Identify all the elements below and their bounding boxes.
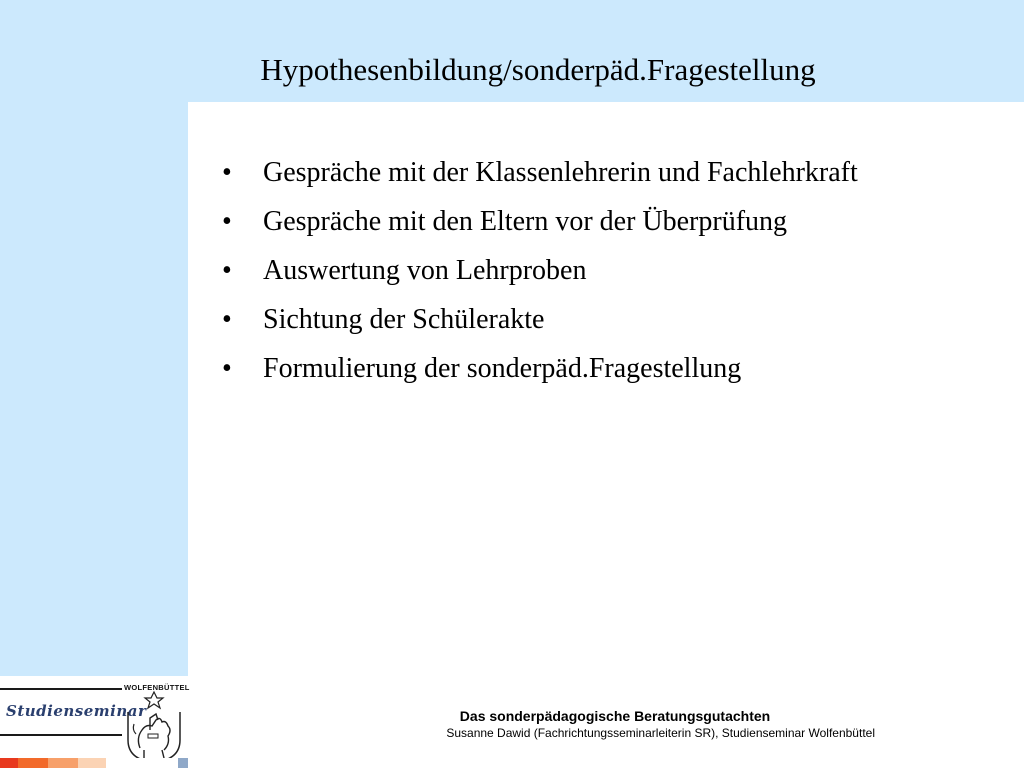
left-sidebar-band (0, 102, 188, 676)
bullet-text: Gespräche mit der Klassenlehrerin und Fachlehrkraft (263, 157, 858, 188)
strip-segment (178, 758, 188, 768)
bullet-text: Formulierung der sonderpäd.Fragestellung (263, 353, 742, 384)
bullet-list (222, 152, 942, 397)
bullet-item (222, 250, 942, 291)
bullet-item (222, 299, 942, 340)
bullet-dot: • (222, 157, 232, 188)
bullet-dot: • (222, 304, 232, 335)
footer-title: Das sonderpädagogische Beratungsgutachten (459, 708, 771, 724)
bullet-text: Auswertung von Lehrproben (263, 255, 587, 286)
strip-segment (106, 758, 178, 768)
logo-wordmark: Studienseminar (6, 702, 147, 720)
footer (355, 707, 875, 741)
bullet-text: Gespräche mit den Eltern vor der Überprüfung (263, 206, 788, 237)
bullet-dot: • (222, 255, 232, 286)
strip-segment (0, 758, 18, 768)
logo-divider (0, 734, 122, 736)
bullet-dot: • (222, 206, 232, 237)
logo-divider (0, 688, 122, 690)
footer-subtitle: Susanne Dawid (Fachrichtungsseminarleiterin SR), Studienseminar Wolfenbüttel (446, 726, 875, 740)
bullet-item (222, 152, 942, 193)
bullet-item (222, 201, 942, 242)
strip-segment (78, 758, 106, 768)
slide-title: Hypothesenbildung/sonderpäd.Fragestellung (260, 52, 816, 87)
strip-segment (18, 758, 48, 768)
strip-segment (48, 758, 78, 768)
logo-city-label: WOLFENBÜTTEL (124, 683, 190, 692)
bullet-dot: • (222, 353, 232, 384)
color-strip (0, 758, 188, 768)
bullet-text: Sichtung der Schülerakte (263, 304, 545, 335)
seal-icon (122, 690, 186, 764)
bullet-item (222, 348, 942, 389)
